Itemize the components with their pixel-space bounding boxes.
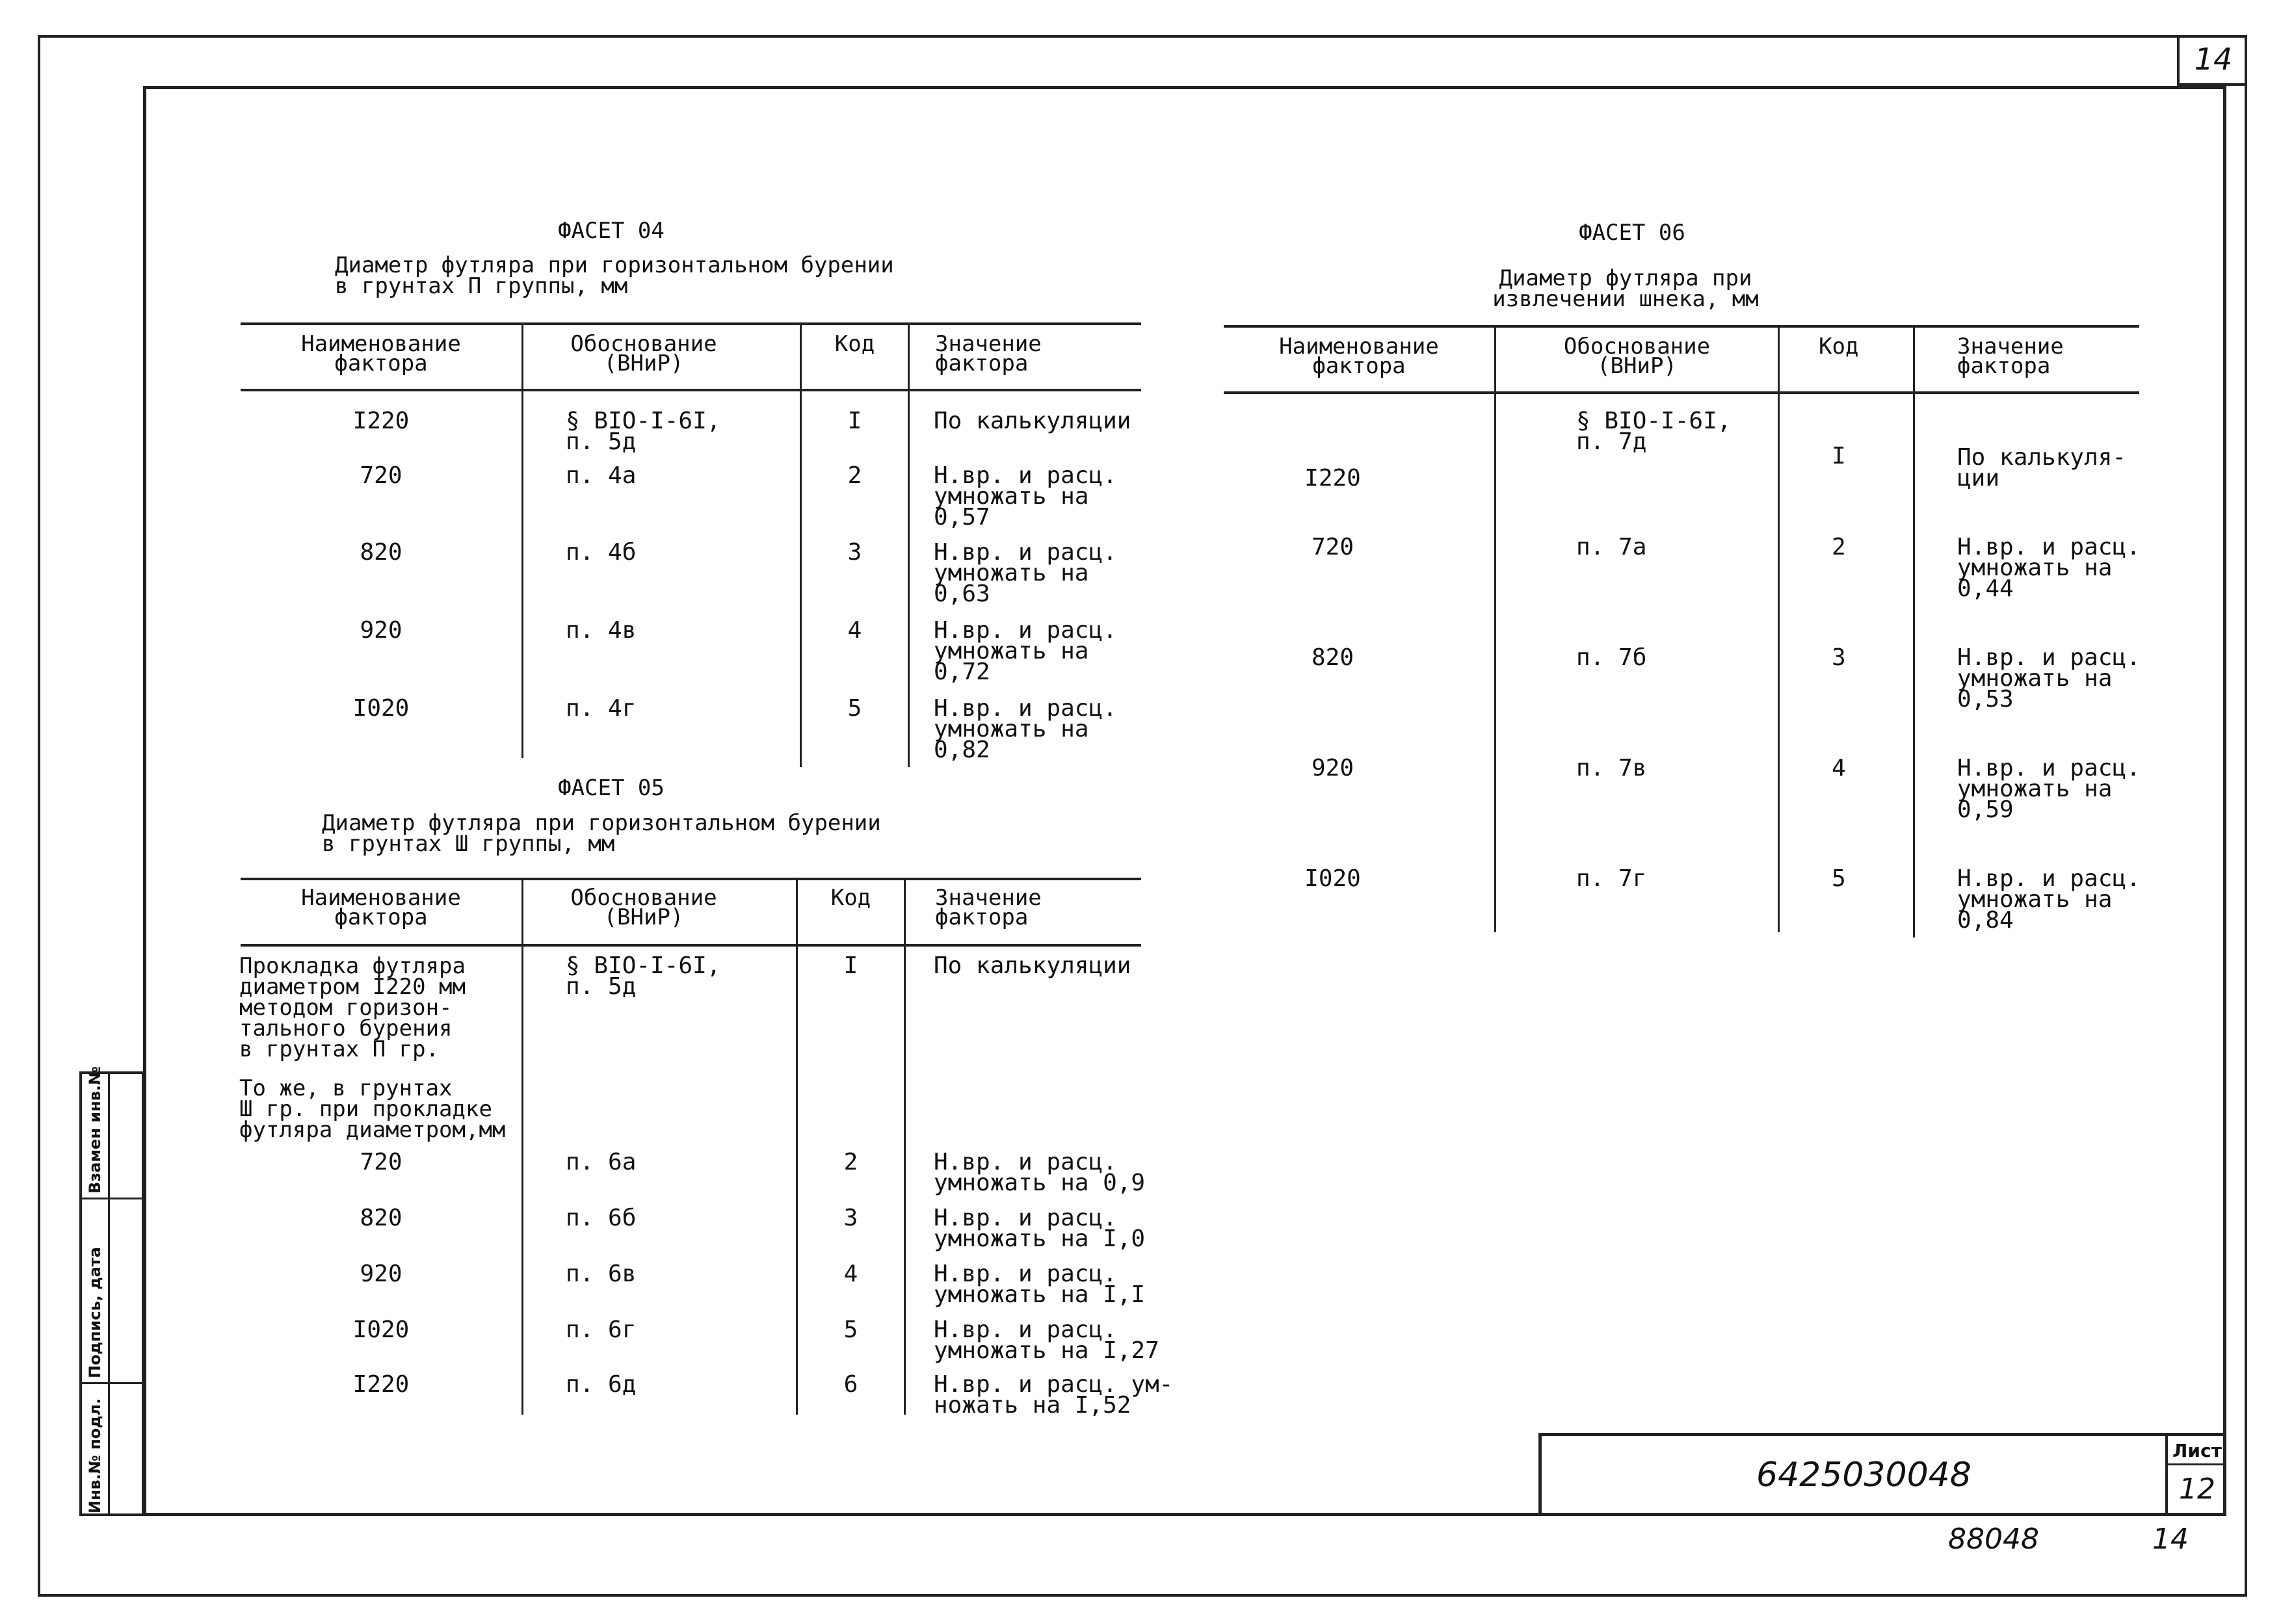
sheet-number: 12 [2179, 1473, 2215, 1506]
sheet-box [2165, 1436, 2226, 1516]
facet05-cell-name: Прокладка футляра диаметром I220 мм методом горизон- тального бурения в грунтах П гр. [239, 953, 466, 1062]
facet04-cell-value: По калькуляции [934, 408, 1131, 434]
facet05-cell-name: I220 [352, 1371, 410, 1398]
facet06-cell-basis: п. 7г [1576, 865, 1647, 892]
title-block-stamp [1538, 1433, 2226, 1516]
facet05-cell-value: Н.вр. и расц. ум- ножать на I,52 [934, 1371, 1174, 1419]
facet04-col-divider [908, 324, 910, 767]
facet04-cell-code: 4 [847, 617, 862, 644]
facet06-cell-name [1224, 447, 1442, 489]
facet04-header-code: Код [834, 331, 875, 357]
facet06-cell-name: 920 [1311, 755, 1354, 781]
facet05-col-divider [904, 879, 906, 1415]
facet05-cell-value: Н.вр. и расц. умножать на 0,9 [934, 1149, 1146, 1196]
facet04-cell-value: Н.вр. и расц. умножать на 0,63 [934, 539, 1117, 607]
facet04-col-divider [521, 324, 523, 758]
facet05-cell-value: Н.вр. и расц. умножать на I,0 [934, 1205, 1146, 1252]
facet06-cell-value: Н.вр. и расц. умножать на 0,59 [1957, 755, 2141, 823]
facet05-cell-value: По калькуляции [934, 952, 1131, 979]
facet06-col-divider [1778, 326, 1780, 932]
facet05-header-value: Значение фактора [935, 885, 1042, 930]
facet05-cell-name: 720 [360, 1149, 402, 1175]
facet06-header-basis: Обоснование (ВНиР) [1563, 334, 1711, 379]
facet06-cell-value: Н.вр. и расц. умножать на 0,84 [1957, 865, 2141, 934]
facet06-cell-basis-text: § ВIO-I-6I, п. 7д [1576, 408, 1732, 455]
facet04-cell-name: I020 [352, 695, 410, 722]
facet05-cell-basis: п. 6в [566, 1261, 637, 1287]
facet06-cell-code: 2 [1832, 534, 1846, 560]
facet04-cell-basis: п. 4в [566, 617, 637, 644]
facet04-header-rule [241, 389, 1141, 391]
facet04-subtitle-line2: в грунтах П группы, мм [335, 273, 628, 299]
facet04-cell-name: 720 [360, 462, 402, 489]
facet06-cell-basis: п. 7а [1576, 534, 1647, 560]
sheet-corner-number: 14 [2177, 35, 2247, 86]
facet04-cell-code: 2 [847, 462, 862, 489]
facet06-cell-code: 3 [1832, 644, 1846, 671]
facet05-cell-name: 820 [360, 1205, 402, 1231]
facet06-cell-name: I020 [1304, 865, 1361, 892]
facet06-header-code: Код [1819, 334, 1859, 360]
facet04-cell-value: Н.вр. и расц. умножать на 0,72 [934, 617, 1117, 685]
facet04-header-name: Наименование фактора [301, 331, 461, 376]
facet06-cell-value: Н.вр. и расц. умножать на 0,53 [1957, 644, 2141, 713]
facet05-header-name: Наименование фактора [301, 885, 461, 930]
facet04-cell-code: 5 [847, 695, 862, 722]
facet06-cell-value: По калькуля- ции [1957, 444, 2127, 491]
facet05-cell-code: 4 [843, 1261, 858, 1287]
facet05-cell-code: I [843, 952, 858, 979]
facet04-subtitle-line1: Диаметр футляра при горизонтальном бурении [335, 252, 894, 278]
facet05-cell-basis: п. 6а [566, 1149, 637, 1175]
facet05-header-code: Код [830, 885, 871, 911]
facet06-cell-code: 5 [1832, 865, 1846, 892]
facet06-cell-basis: п. 7б [1576, 644, 1647, 671]
facet05-subtitle-line2: в грунтах Ш группы, мм [322, 831, 615, 857]
facet06-cell-name: 820 [1311, 644, 1354, 671]
document-code: 6425030048 [1756, 1456, 1971, 1495]
side-label-replaced-inv: Взамен инв.№ [86, 1066, 104, 1194]
inventory-number: 88048 [1948, 1523, 2039, 1556]
facet06-col-divider [1494, 326, 1496, 932]
facet04-top-rule [241, 322, 1141, 325]
facet04-cell-value: Н.вр. и расц. умножать на 0,82 [934, 695, 1117, 763]
facet05-cell-basis: п. 6д [566, 1371, 637, 1398]
facet05-title: ФАСЕТ 05 [558, 775, 665, 801]
facet04-cell-name: 820 [360, 539, 402, 566]
facet06-subtitle-line2: извлечении шнека, мм [1492, 286, 1759, 312]
facet06-col-divider [1913, 326, 1915, 937]
facet05-cell-code: 5 [843, 1316, 858, 1343]
facet06-cell-basis [1576, 408, 1732, 455]
facet04-header-value: Значение фактора [935, 331, 1042, 376]
facet05-cell-name: I020 [352, 1316, 410, 1343]
facet05-cell-basis: п. 6б [566, 1205, 637, 1231]
facet05-cell-code: 3 [843, 1205, 858, 1231]
facet05-cell-value: Н.вр. и расц. умножать на I,27 [934, 1316, 1159, 1364]
facet05-cell-basis: § ВIO-I-6I, п. 5д [566, 952, 721, 1000]
facet05-subtitle-line1: Диаметр футляра при горизонтальном бурении [322, 810, 881, 836]
facet05-cell-code: 6 [843, 1371, 858, 1398]
facet05-cell-name: То же, в грунтах Ш гр. при прокладке футляра диаметром,мм [239, 1075, 506, 1143]
facet04-cell-code: 3 [847, 539, 862, 566]
facet06-subtitle-line1: Диаметр футляра при [1499, 265, 1752, 291]
facet04-cell-basis: п. 4г [566, 695, 637, 722]
facet05-col-divider [521, 879, 523, 1415]
facet06-cell-code: 4 [1832, 755, 1846, 781]
facet04-title: ФАСЕТ 04 [558, 218, 665, 244]
facet05-header-rule [241, 944, 1141, 947]
side-stamp-strip [79, 1066, 144, 1516]
facet06-header-name: Наименование фактора [1279, 334, 1439, 379]
facet04-header-basis: Обоснование (ВНиР) [570, 331, 717, 376]
facet06-top-rule [1224, 325, 2139, 328]
facet04-cell-value: Н.вр. и расц. умножать на 0,57 [934, 462, 1117, 530]
facet04-cell-name: I220 [352, 408, 410, 434]
facet05-header-basis: Обоснование (ВНиР) [570, 885, 717, 930]
facet05-cell-name: 920 [360, 1261, 402, 1287]
facet06-cell-value: Н.вр. и расц. умножать на 0,44 [1957, 534, 2141, 602]
side-label-signature-date: Подпись, дата [86, 1247, 104, 1378]
facet05-cell-code: 2 [843, 1149, 858, 1175]
sheet-label: Лист [2168, 1440, 2226, 1465]
page-number: 14 [2152, 1523, 2189, 1556]
facet04-cell-code: I [847, 408, 862, 434]
facet06-header-rule [1224, 391, 2139, 394]
facet04-cell-name: 920 [360, 617, 402, 644]
facet05-cell-basis: п. 6г [566, 1316, 637, 1343]
facet06-cell-name-text: I220 [1304, 465, 1361, 491]
facet05-cell-value: Н.вр. и расц. умножать на I,I [934, 1261, 1146, 1308]
facet04-cell-basis: п. 4б [566, 539, 637, 566]
facet06-cell-name: 720 [1311, 534, 1354, 560]
facet06-cell-basis: п. 7в [1576, 755, 1647, 781]
facet04-cell-basis: § ВIO-I-6I, п. 5д [566, 408, 721, 455]
facet04-cell-basis: п. 4а [566, 462, 637, 489]
facet06-cell-code: I [1832, 443, 1846, 469]
side-label-inv-original: Инв.№ подл. [86, 1398, 104, 1513]
facet06-header-value: Значение фактора [1957, 334, 2064, 379]
facet06-title: ФАСЕТ 06 [1579, 220, 1685, 246]
facet05-top-rule [241, 878, 1141, 880]
